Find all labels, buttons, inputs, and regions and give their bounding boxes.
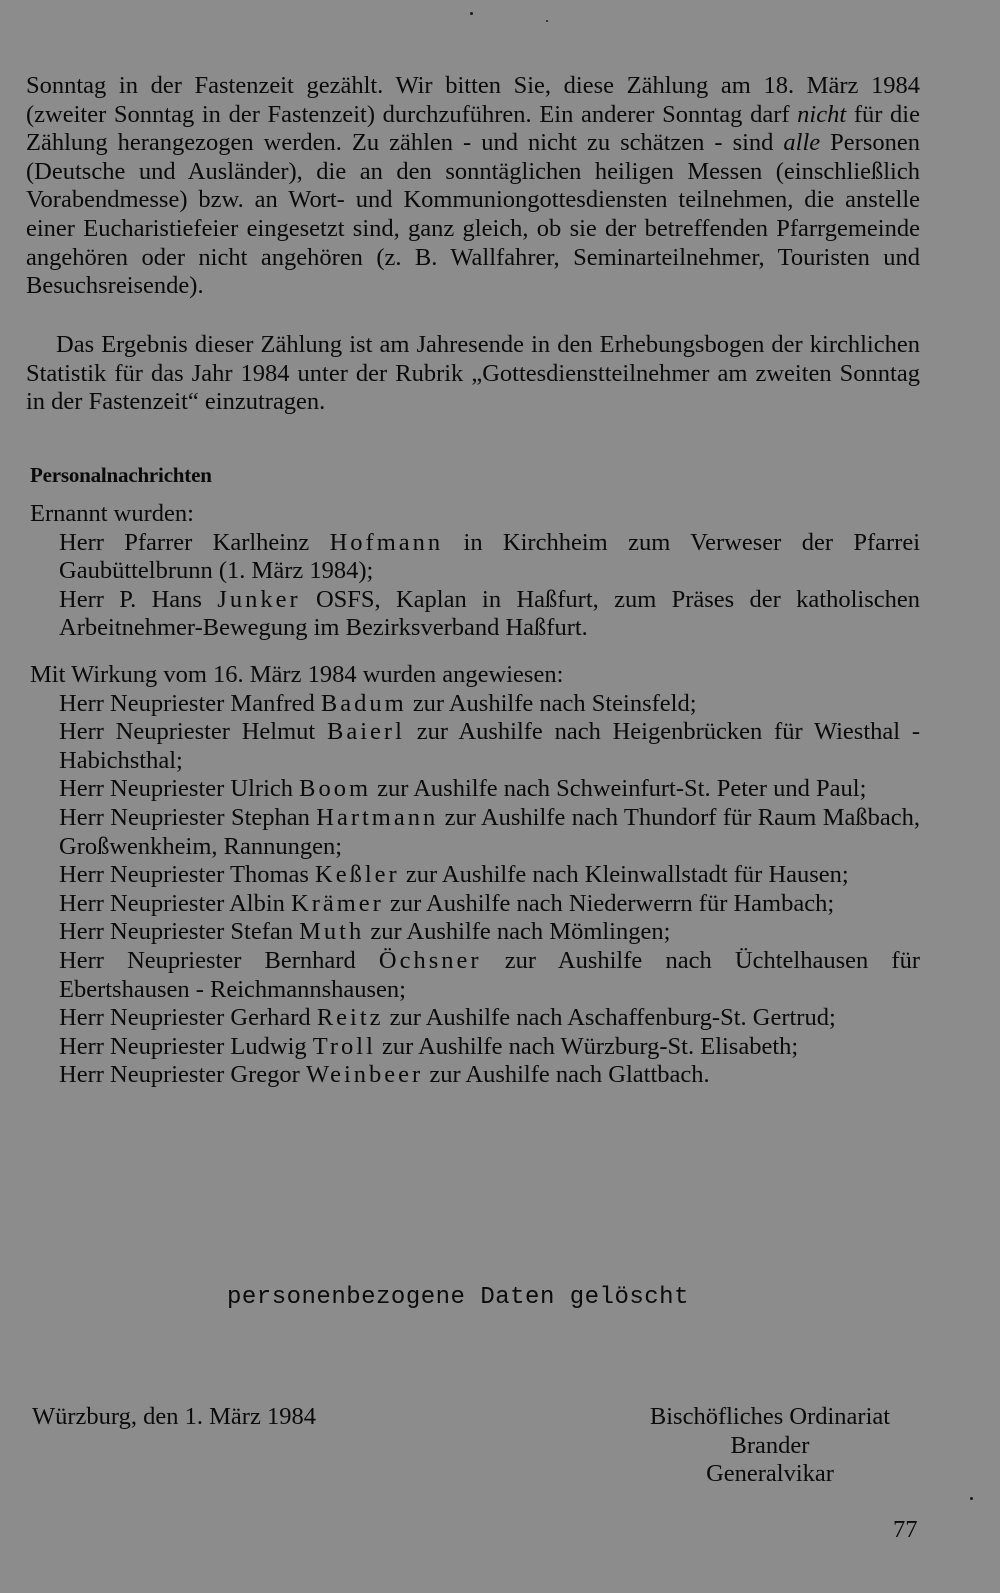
intro-emphasis: alle <box>783 129 821 157</box>
entry-text: Herr Neupriester Thomas <box>59 861 316 889</box>
entry-text: in Kirchheim zum Verweser der Pfarrei Gaubüttelbrunn (1. März 1984); <box>59 528 921 585</box>
intro-text: für die Zählung herangezogen werden. Zu zählen - und nicht zu schätzen - sind <box>26 100 920 157</box>
assignment-entry <box>59 1033 920 1062</box>
person-name: Hartmann <box>316 803 439 831</box>
assignment-entry <box>59 804 920 861</box>
entry-text: Herr Neupriester Bernhard <box>59 946 379 974</box>
intro-text: Sonntag in der Fastenzeit gezählt. Wir bitten Sie, diese Zählung am 18. März 1984 (zweiter Sonntag in der Fastenzeit) durchzuführen. Ein anderer Sonntag darf <box>26 72 920 128</box>
signature-name: Brander <box>730 1431 810 1459</box>
entry-text: zur Aushilfe nach Mömlingen; <box>364 918 671 946</box>
scan-speck <box>470 12 473 15</box>
appointments-section <box>30 500 920 643</box>
intro-paragraph <box>26 72 920 301</box>
assignment-entry <box>59 890 920 919</box>
assignment-entry <box>59 690 920 719</box>
entry-text: zur Aushilfe nach Kleinwallstadt für Hausen; <box>399 861 849 889</box>
entry-text: Herr Neupriester Helmut <box>59 718 328 746</box>
person-name: Krämer <box>291 889 384 917</box>
entry-text: Herr Neupriester Gregor <box>59 1061 306 1089</box>
entry-text: Herr Neupriester Gerhard <box>59 1004 317 1032</box>
entry-text: OSFS, Kaplan in Haßfurt, zum Präses der katholischen Arbeitnehmer-Bewegung im Bezirksverband Haßfurt. <box>59 585 920 642</box>
entry-text: Herr Neupriester Albin <box>59 889 291 917</box>
entry-text: zur Aushilfe nach Steinsfeld; <box>406 689 697 717</box>
person-name: Reitz <box>316 1004 384 1032</box>
scan-speck <box>970 1497 973 1500</box>
person-name: Weinbeer <box>305 1061 424 1089</box>
assignment-entry <box>59 947 920 1004</box>
assignment-entry <box>59 775 920 804</box>
assignment-entry <box>59 1004 920 1033</box>
appointment-entry <box>59 586 920 643</box>
entry-text: Herr Neupriester Stephan <box>59 803 317 831</box>
entry-text: zur Aushilfe nach Thundorf für Raum Maßbach, Großwenkheim, Rannungen; <box>59 803 920 860</box>
redaction-note: personenbezogene Daten gelöscht <box>227 1284 689 1311</box>
entry-text: zur Aushilfe nach Niederwerrn für Hambach; <box>383 889 835 917</box>
person-name: Boom <box>299 775 372 803</box>
signature-title: Generalvikar <box>706 1460 834 1488</box>
assignment-entry <box>59 718 920 775</box>
entry-text: zur Aushilfe nach Glattbach. <box>423 1061 710 1089</box>
signature-office: Bischöfliches Ordinariat <box>649 1403 891 1430</box>
person-name: Junker <box>217 585 301 613</box>
scan-speck <box>546 20 548 22</box>
person-name: Öchsner <box>378 946 482 974</box>
entry-text: zur Aushilfe nach Heigenbrücken für Wiesthal - Habichsthal; <box>59 718 921 774</box>
person-name: Muth <box>299 918 365 946</box>
assignment-entry <box>59 861 920 890</box>
entry-text: zur Aushilfe nach Würzburg-St. Elisabeth; <box>375 1032 799 1060</box>
assignment-entry <box>59 918 920 947</box>
person-name: Badum <box>320 689 407 717</box>
result-paragraph <box>26 331 920 417</box>
entry-text: Herr Neupriester Ludwig <box>59 1032 313 1060</box>
assignments-section <box>30 661 920 1090</box>
person-name: Troll <box>312 1032 376 1060</box>
intro-emphasis: nicht <box>797 100 847 128</box>
intro-text: Personen (Deutsche und Ausländer), die an den sonntäglichen heiligen Messen (einschließlich Vorabendmesse) bzw. an Wort- und Kommuniongottesdiensten teilnehmen, die anstelle einer Eucharistiefeier eingesetzt sind, ganz gleich, ob sie der betreffenden Pfarrgemeinde angehören oder nicht angehören (z. B. Wallfahrer, Seminarteilnehmer, Touristen und Besuchsreisende). <box>26 129 920 300</box>
entry-text: zur Aushilfe nach Üchtelhausen für Ebertshausen - Reichmannshausen; <box>59 946 920 1003</box>
entry-text: Herr Pfarrer Karlheinz <box>59 528 330 556</box>
person-name: Hofmann <box>329 528 444 556</box>
place-date: Würzburg, den 1. März 1984 <box>32 1403 316 1430</box>
page-number: 77 <box>893 1516 918 1543</box>
assignments-label: Mit Wirkung vom 16. März 1984 wurden angewiesen: <box>30 661 564 688</box>
appointment-entry <box>59 529 920 586</box>
person-name: Keßler <box>315 861 400 889</box>
entry-text: zur Aushilfe nach Schweinfurt-St. Peter und Paul; <box>371 775 867 803</box>
section-heading: Personalnachrichten <box>30 463 212 487</box>
entry-text: Herr Neupriester Manfred <box>59 689 321 717</box>
entry-text: Herr Neupriester Stefan <box>59 918 300 946</box>
result-text: Das Ergebnis dieser Zählung ist am Jahresende in den Erhebungsbogen der kirchlichen Statistik für das Jahr 1984 unter der Rubrik „Gottesdienstteilnehmer am zweiten Sonntag in der Fastenzeit“ einzutragen. <box>26 331 920 416</box>
appointments-label: Ernannt wurden: <box>30 500 194 527</box>
entry-text: Herr Neupriester Ulrich <box>59 775 300 803</box>
person-name: Baierl <box>327 718 405 746</box>
assignment-entry <box>59 1061 920 1090</box>
signature-block <box>600 1403 940 1489</box>
entry-text: Herr P. Hans <box>59 585 218 613</box>
entry-text: zur Aushilfe nach Aschaffenburg-St. Gertrud; <box>383 1004 836 1032</box>
